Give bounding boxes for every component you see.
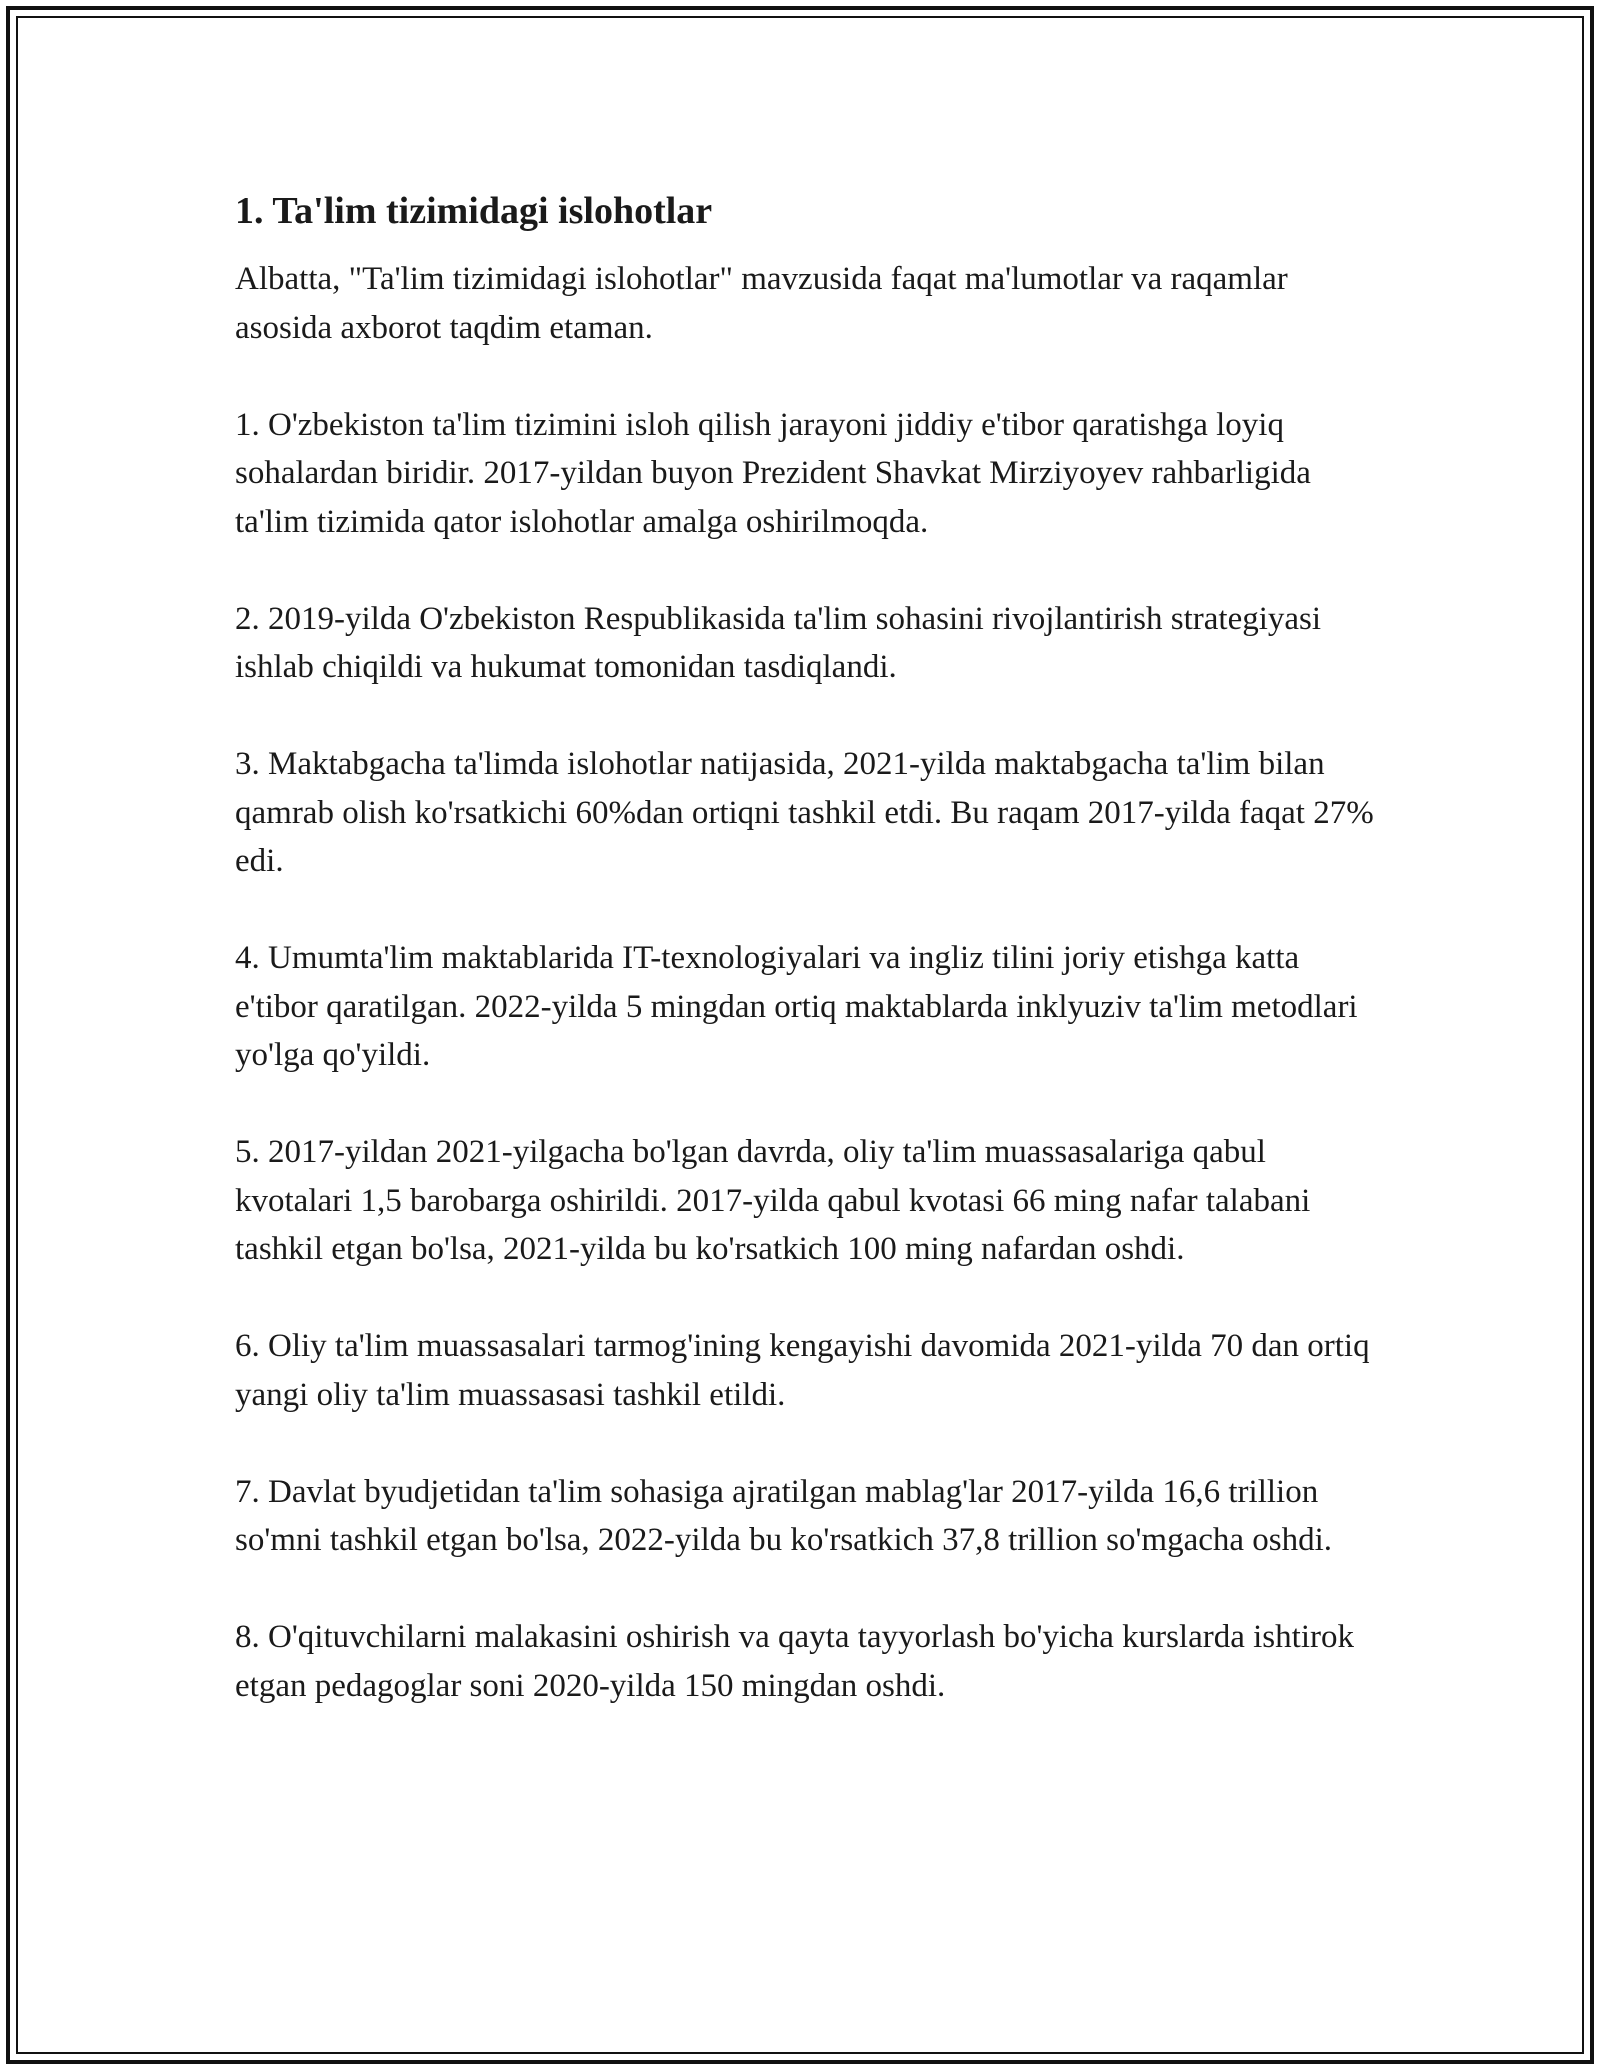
list-item-1: 1. O'zbekiston ta'lim tizimini isloh qilish jarayoni jiddiy e'tibor qaratishga loyiq sohalardan biridir. 2017-yildan buyon Prezident Shavkat Mirziyoyev rahbarligida ta'lim tizimida qator islohotlar amalga oshirilmoqda. <box>235 406 1311 540</box>
list-item-2: 2. 2019-yilda O'zbekiston Respublikasida ta'lim sohasini rivojlantirish strategiyasi ishlab chiqildi va hukumat tomonidan tasdiqlandi. <box>235 600 1322 685</box>
list-item-6: 6. Oliy ta'lim muassasalari tarmog'ining kengayishi davomida 2021-yilda 70 dan ortiq yangi oliy ta'lim muassasasi tashkil etildi. <box>235 1328 1370 1413</box>
document-title: 1. Ta'lim tizimidagi islohotlar <box>235 190 713 232</box>
list-item-5: 5. 2017-yildan 2021-yilgacha bo'lgan davrda, oliy ta'lim muassasalariga qabul kvotalari 1,5 barobarga oshirildi. 2017-yilda qabul kvotasi 66 ming nafar talabani tashkil etgan bo'lsa, 2021-yilda bu ko'rsatkich 100 ming nafardan oshdi. <box>235 1134 1311 1267</box>
list-item-3: 3. Maktabgacha ta'limda islohotlar natijasida, 2021-yilda maktabgacha ta'lim bilan qamrab olish ko'rsatkichi 60%dan ortiqni tashkil etdi. Bu raqam 2017-yilda faqat 27% edi. <box>235 746 1374 879</box>
document-body <box>235 185 1385 1759</box>
intro-paragraph: Albatta, "Ta'lim tizimidagi islohotlar" mavzusida faqat ma'lumotlar va raqamlar asosida axborot taqdim etaman. <box>235 261 1288 346</box>
list-item-8: 8. O'qituvchilarni malakasini oshirish va qayta tayyorlash bo'yicha kurslarda ishtirok etgan pedagoglar soni 2020-yilda 150 mingdan oshdi. <box>235 1619 1354 1704</box>
list-item-7: 7. Davlat byudjetidan ta'lim sohasiga ajratilgan mablag'lar 2017-yilda 16,6 trillion so'mni tashkil etgan bo'lsa, 2022-yilda bu ko'rsatkich 37,8 trillion so'mgacha oshdi. <box>235 1473 1333 1558</box>
list-item-4: 4. Umumta'lim maktablarida IT-texnologiyalari va ingliz tilini joriy etishga katta e'tibor qaratilgan. 2022-yilda 5 mingdan ortiq maktablarda inklyuziv ta'lim metodlari yo'lga qo'yildi. <box>235 940 1358 1073</box>
